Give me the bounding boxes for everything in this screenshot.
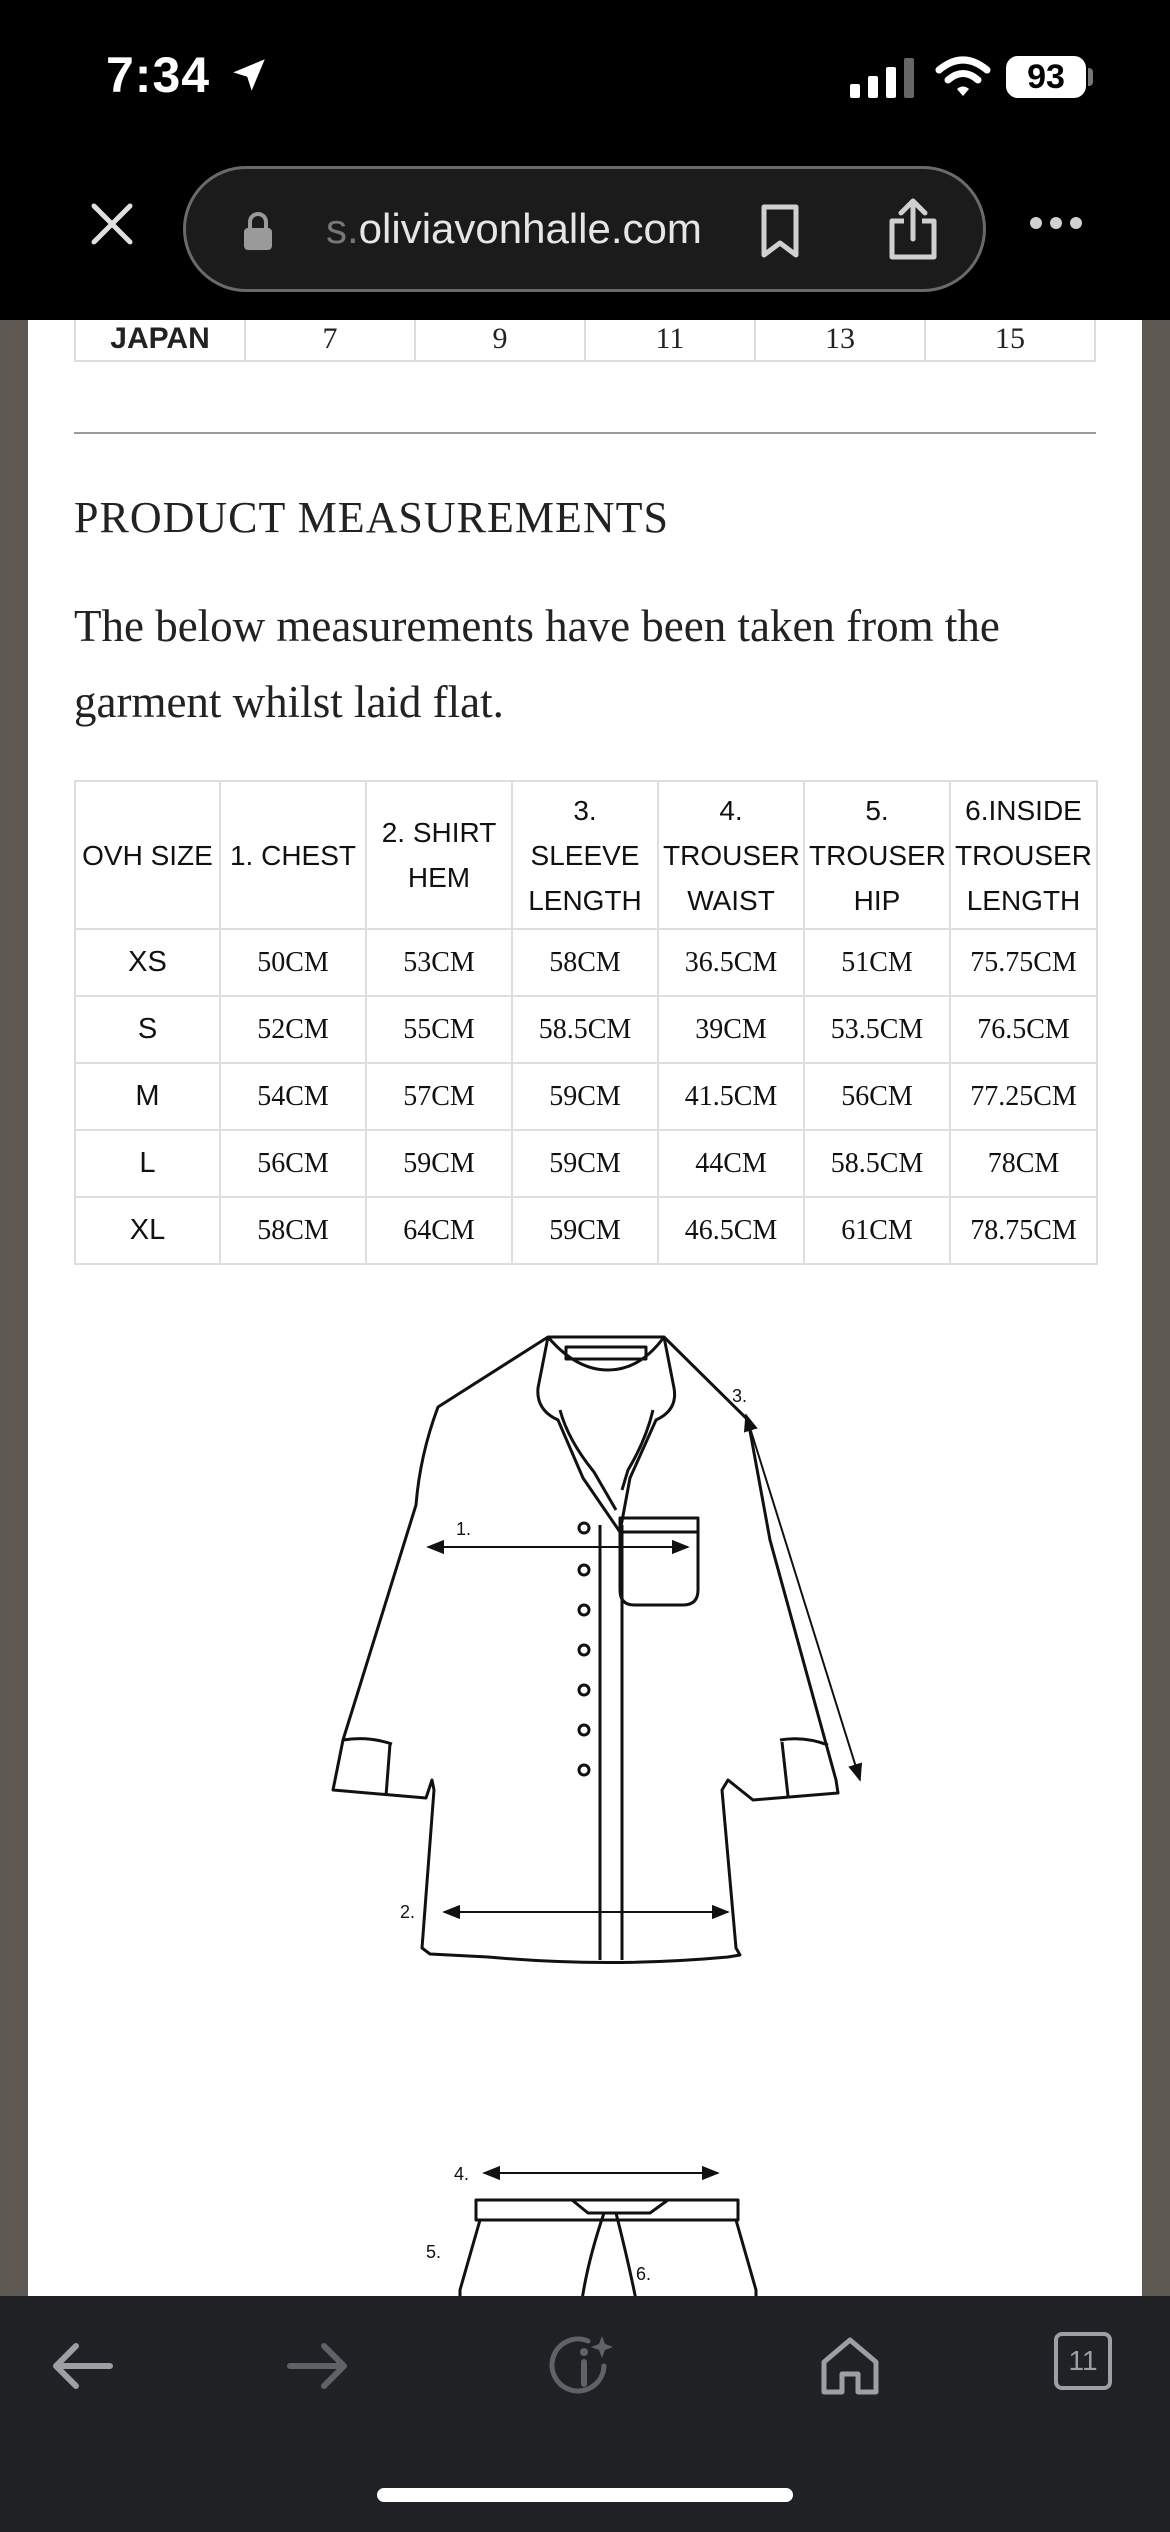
wifi-icon — [935, 56, 991, 98]
table-cell: 59CM — [366, 1130, 512, 1197]
table-cell: 76.5CM — [950, 996, 1097, 1063]
url-prefix: s. — [326, 205, 359, 252]
section-title: PRODUCT MEASUREMENTS — [74, 493, 669, 542]
header-inside-trouser-length: 6.INSIDE TROUSER LENGTH — [950, 781, 1097, 929]
table-cell: 58.5CM — [512, 996, 658, 1063]
header-trouser-waist: 4. TROUSER WAIST — [658, 781, 804, 929]
header-sleeve-length: 3. SLEEVE LENGTH — [512, 781, 658, 929]
header-trouser-hip: 5. TROUSER HIP — [804, 781, 950, 929]
label-waist: 4. — [454, 2164, 470, 2184]
home-icon[interactable] — [814, 2330, 886, 2402]
battery-tip — [1088, 68, 1093, 86]
header-size: OVH SIZE — [75, 781, 220, 929]
table-cell: 53.5CM — [804, 996, 950, 1063]
table-cell: 77.25CM — [950, 1063, 1097, 1130]
table-cell: 75.75CM — [950, 929, 1097, 996]
label-sleeve: 3. — [732, 1386, 748, 1406]
address-bar[interactable] — [183, 166, 986, 292]
header-chest: 1. CHEST — [220, 781, 366, 929]
table-cell: 52CM — [220, 996, 366, 1063]
table-cell: 41.5CM — [658, 1063, 804, 1130]
url-domain: oliviavonhalle.com — [358, 205, 702, 252]
size-cell: L — [75, 1130, 220, 1197]
table-cell: 57CM — [366, 1063, 512, 1130]
url-text[interactable] — [326, 205, 702, 253]
label-hem: 2. — [400, 1902, 416, 1922]
table-cell: 54CM — [220, 1063, 366, 1130]
label-inseam: 6. — [636, 2264, 652, 2284]
table-cell: 44CM — [658, 1130, 804, 1197]
section-intro: The below measurements have been taken from the garment whilst laid flat. — [74, 601, 1000, 727]
table-cell: 59CM — [512, 1130, 658, 1197]
lock-icon — [241, 211, 275, 251]
size-chart-cell: 7 — [246, 320, 416, 360]
status-time: 7:34 — [106, 47, 211, 103]
location-arrow-icon — [228, 54, 270, 96]
tabs-count-button[interactable]: 11 — [1054, 2332, 1112, 2390]
page-content — [28, 320, 1142, 2296]
label-hip: 5. — [426, 2242, 442, 2262]
table-cell: 78CM — [950, 1130, 1097, 1197]
size-chart-cell: 11 — [586, 320, 756, 360]
table-cell: 56CM — [804, 1063, 950, 1130]
table-cell: 36.5CM — [658, 929, 804, 996]
table-cell: 39CM — [658, 996, 804, 1063]
table-cell: 46.5CM — [658, 1197, 804, 1264]
table-cell: 51CM — [804, 929, 950, 996]
close-icon[interactable] — [88, 200, 136, 248]
table-cell: 58CM — [512, 929, 658, 996]
table-cell: 59CM — [512, 1063, 658, 1130]
table-cell: 50CM — [220, 929, 366, 996]
battery-level: 93 — [1006, 56, 1086, 98]
label-chest: 1. — [456, 1519, 472, 1539]
size-cell: XS — [75, 929, 220, 996]
forward-icon[interactable] — [282, 2330, 354, 2402]
header-shirt-hem: 2. SHIRT HEM — [366, 781, 512, 929]
size-cell: XL — [75, 1197, 220, 1264]
table-cell: 58.5CM — [804, 1130, 950, 1197]
table-cell: 59CM — [512, 1197, 658, 1264]
size-chart-cell: 15 — [995, 322, 1025, 355]
size-chart-cell: 9 — [416, 320, 586, 360]
table-cell: 58CM — [220, 1197, 366, 1264]
size-cell: S — [75, 996, 220, 1063]
table-cell: 78.75CM — [950, 1197, 1097, 1264]
share-icon[interactable] — [886, 197, 940, 261]
bookmark-icon[interactable] — [758, 203, 802, 259]
table-cell: 64CM — [366, 1197, 512, 1264]
back-icon[interactable] — [46, 2330, 118, 2402]
size-chart-cell: 13 — [756, 320, 926, 360]
table-cell: 53CM — [366, 929, 512, 996]
table-cell: 61CM — [804, 1197, 950, 1264]
home-indicator — [377, 2488, 793, 2502]
top-browser-bar — [0, 0, 1170, 320]
table-cell: 55CM — [366, 996, 512, 1063]
size-cell: M — [75, 1063, 220, 1130]
more-options-icon[interactable] — [1028, 215, 1084, 231]
table-cell: 56CM — [220, 1130, 366, 1197]
garment-measurement-diagram — [28, 320, 1142, 2296]
cellular-signal-icon — [850, 58, 916, 98]
page-info-icon[interactable] — [548, 2330, 620, 2402]
size-chart-country: JAPAN — [76, 320, 246, 360]
